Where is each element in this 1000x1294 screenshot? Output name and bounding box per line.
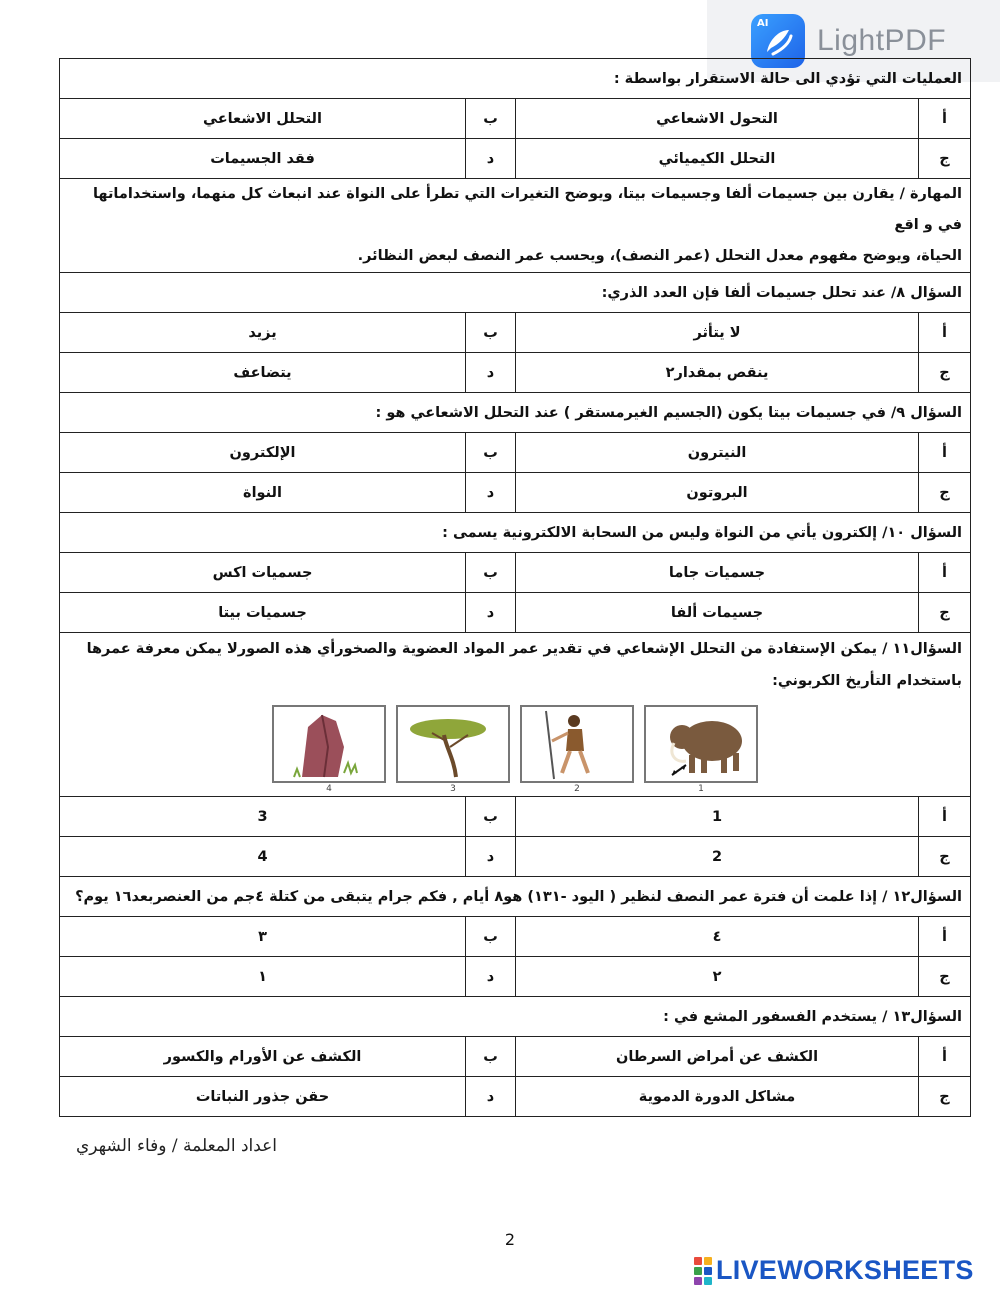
- option-letter: د: [466, 593, 516, 633]
- option-choice[interactable]: ١: [60, 957, 466, 997]
- option-choice[interactable]: ٤: [516, 917, 919, 957]
- option-row: [60, 433, 971, 473]
- option-choice[interactable]: 4: [60, 837, 466, 877]
- question-row-13: [60, 997, 971, 1037]
- option-row: [60, 473, 971, 513]
- option-letter: ج: [919, 957, 971, 997]
- lightpdf-brand: LightPDF: [817, 24, 947, 57]
- option-letter: د: [466, 1077, 516, 1117]
- option-choice[interactable]: التحول الاشعاعي: [516, 99, 919, 139]
- liveworksheets-icon: [694, 1257, 712, 1285]
- mammoth-icon: [644, 705, 758, 783]
- option-letter: أ: [919, 917, 971, 957]
- option-choice[interactable]: ٢: [516, 957, 919, 997]
- option-row: [60, 353, 971, 393]
- option-letter: ب: [466, 917, 516, 957]
- option-choice[interactable]: 2: [516, 837, 919, 877]
- question-text: السؤال١٣ / يستخدم الفسفور المشع في :: [60, 997, 971, 1037]
- question-text: السؤال ٩/ في جسيمات بيتا يكون (الجسيم الغيرمستقر ) عند التحلل الاشعاعي هو :: [60, 393, 971, 433]
- option-choice[interactable]: جسميات بيتا: [60, 593, 466, 633]
- question-row-12: [60, 877, 971, 917]
- option-letter: ب: [466, 99, 516, 139]
- option-choice[interactable]: البروتون: [516, 473, 919, 513]
- option-choice[interactable]: ينقص بمقدار٢: [516, 353, 919, 393]
- option-choice[interactable]: النيترون: [516, 433, 919, 473]
- image-item-2: [520, 705, 634, 795]
- option-choice[interactable]: جسميات جاما: [516, 553, 919, 593]
- option-choice[interactable]: جسيمات ألفا: [516, 593, 919, 633]
- image-number: 4: [326, 784, 332, 794]
- question-text: السؤال ١٠/ إلكترون يأتي من النواة وليس من السحابة الالكترونية يسمى :: [60, 513, 971, 553]
- question-text: السؤال١٢ / إذا علمت أن فترة عمر النصف لنظير ( اليود -١٣١) هو٨ أيام , فكم جرام يتبقى من كتلة ٤جم من العنصربعد١٦ يوم؟: [60, 877, 971, 917]
- option-row: [60, 797, 971, 837]
- option-choice[interactable]: فقد الجسيمات: [60, 139, 466, 179]
- option-row: [60, 593, 971, 633]
- option-choice[interactable]: يتضاعف: [60, 353, 466, 393]
- option-letter: ب: [466, 553, 516, 593]
- option-row: [60, 139, 971, 179]
- liveworksheets-brand: LIVEWORKSHEETS: [716, 1255, 974, 1285]
- option-letter: أ: [919, 99, 971, 139]
- image-item-1: [644, 705, 758, 795]
- option-letter: أ: [919, 797, 971, 837]
- option-choice[interactable]: التحلل الاشعاعي: [60, 99, 466, 139]
- option-choice[interactable]: 1: [516, 797, 919, 837]
- option-row: [60, 313, 971, 353]
- image-number: 3: [450, 784, 456, 794]
- question-text: السؤال ٨/ عند تحلل جسيمات ألفا فإن العدد الذري:: [60, 273, 971, 313]
- option-choice[interactable]: الكشف عن أمراض السرطان: [516, 1037, 919, 1077]
- teacher-signature: اعداد المعلمة / وفاء الشهري: [76, 1136, 278, 1156]
- option-letter: د: [466, 353, 516, 393]
- option-row: [60, 957, 971, 997]
- question-row-prev: [60, 59, 971, 99]
- option-choice[interactable]: ٣: [60, 917, 466, 957]
- option-letter: د: [466, 473, 516, 513]
- option-letter: د: [466, 139, 516, 179]
- option-choice[interactable]: مشاكل الدورة الدموية: [516, 1077, 919, 1117]
- option-letter: ب: [466, 1037, 516, 1077]
- option-letter: د: [466, 837, 516, 877]
- option-choice[interactable]: الكشف عن الأورام والكسور: [60, 1037, 466, 1077]
- option-choice[interactable]: يزيد: [60, 313, 466, 353]
- option-letter: ب: [466, 433, 516, 473]
- image-number: 2: [574, 784, 580, 794]
- option-choice[interactable]: جسميات اكس: [60, 553, 466, 593]
- question-row-9: [60, 393, 971, 433]
- option-choice[interactable]: التحلل الكيميائي: [516, 139, 919, 179]
- option-letter: ج: [919, 139, 971, 179]
- option-row: [60, 553, 971, 593]
- question-row-8: [60, 273, 971, 313]
- option-letter: د: [466, 957, 516, 997]
- page-number: 2: [504, 1230, 516, 1249]
- option-letter: ج: [919, 353, 971, 393]
- skill-line-1: المهارة / يقارن بين جسيمات ألفا وجسيمات بيتا، ويوضح التغيرات التي تطرأ على النواة عند انبعاث كل منهما، واستخداماتها في و اقع: [92, 186, 963, 233]
- option-letter: أ: [919, 1037, 971, 1077]
- option-letter: ج: [919, 593, 971, 633]
- option-letter: ج: [919, 1077, 971, 1117]
- question-row-11: [60, 633, 971, 797]
- skill-line-2: الحياة، ويوضح مفهوم معدل التحلل (عمر النصف)، ويحسب عمر النصف لبعض النظائر.: [357, 248, 963, 264]
- option-row: [60, 1077, 971, 1117]
- worksheet-table: [59, 58, 971, 1117]
- option-choice[interactable]: حقن جذور النباتات: [60, 1077, 466, 1117]
- option-choice[interactable]: النواة: [60, 473, 466, 513]
- ai-label: AI: [757, 18, 769, 29]
- image-number: 1: [698, 784, 704, 794]
- image-item-4: [272, 705, 386, 795]
- image-strip: [68, 705, 962, 795]
- option-choice[interactable]: 3: [60, 797, 466, 837]
- image-item-3: [396, 705, 510, 795]
- option-letter: أ: [919, 433, 971, 473]
- skill-row: [60, 179, 971, 273]
- rock-icon: [272, 705, 386, 783]
- liveworksheets-logo: [694, 1255, 974, 1286]
- option-letter: أ: [919, 313, 971, 353]
- option-row: [60, 1037, 971, 1077]
- option-letter: ب: [466, 797, 516, 837]
- tree-icon: [396, 705, 510, 783]
- option-letter: ج: [919, 473, 971, 513]
- question-text: السؤال١١ / يمكن الإستفادة من التحلل الإشعاعي في تقدير عمر المواد العضوية والصخورأي هذه الصورلا يمكن معرفة عمرها باستخدام التأريخ الكربوني:: [86, 641, 963, 689]
- caveman-icon: [520, 705, 634, 783]
- option-letter: ج: [919, 837, 971, 877]
- option-choice[interactable]: الإلكترون: [60, 433, 466, 473]
- option-letter: ب: [466, 313, 516, 353]
- option-row: [60, 917, 971, 957]
- option-letter: أ: [919, 553, 971, 593]
- option-row: [60, 99, 971, 139]
- option-row: [60, 837, 971, 877]
- question-text: العمليات التي تؤدي الى حالة الاستقرار بواسطة :: [60, 59, 971, 99]
- option-choice[interactable]: لا يتأثر: [516, 313, 919, 353]
- question-row-10: [60, 513, 971, 553]
